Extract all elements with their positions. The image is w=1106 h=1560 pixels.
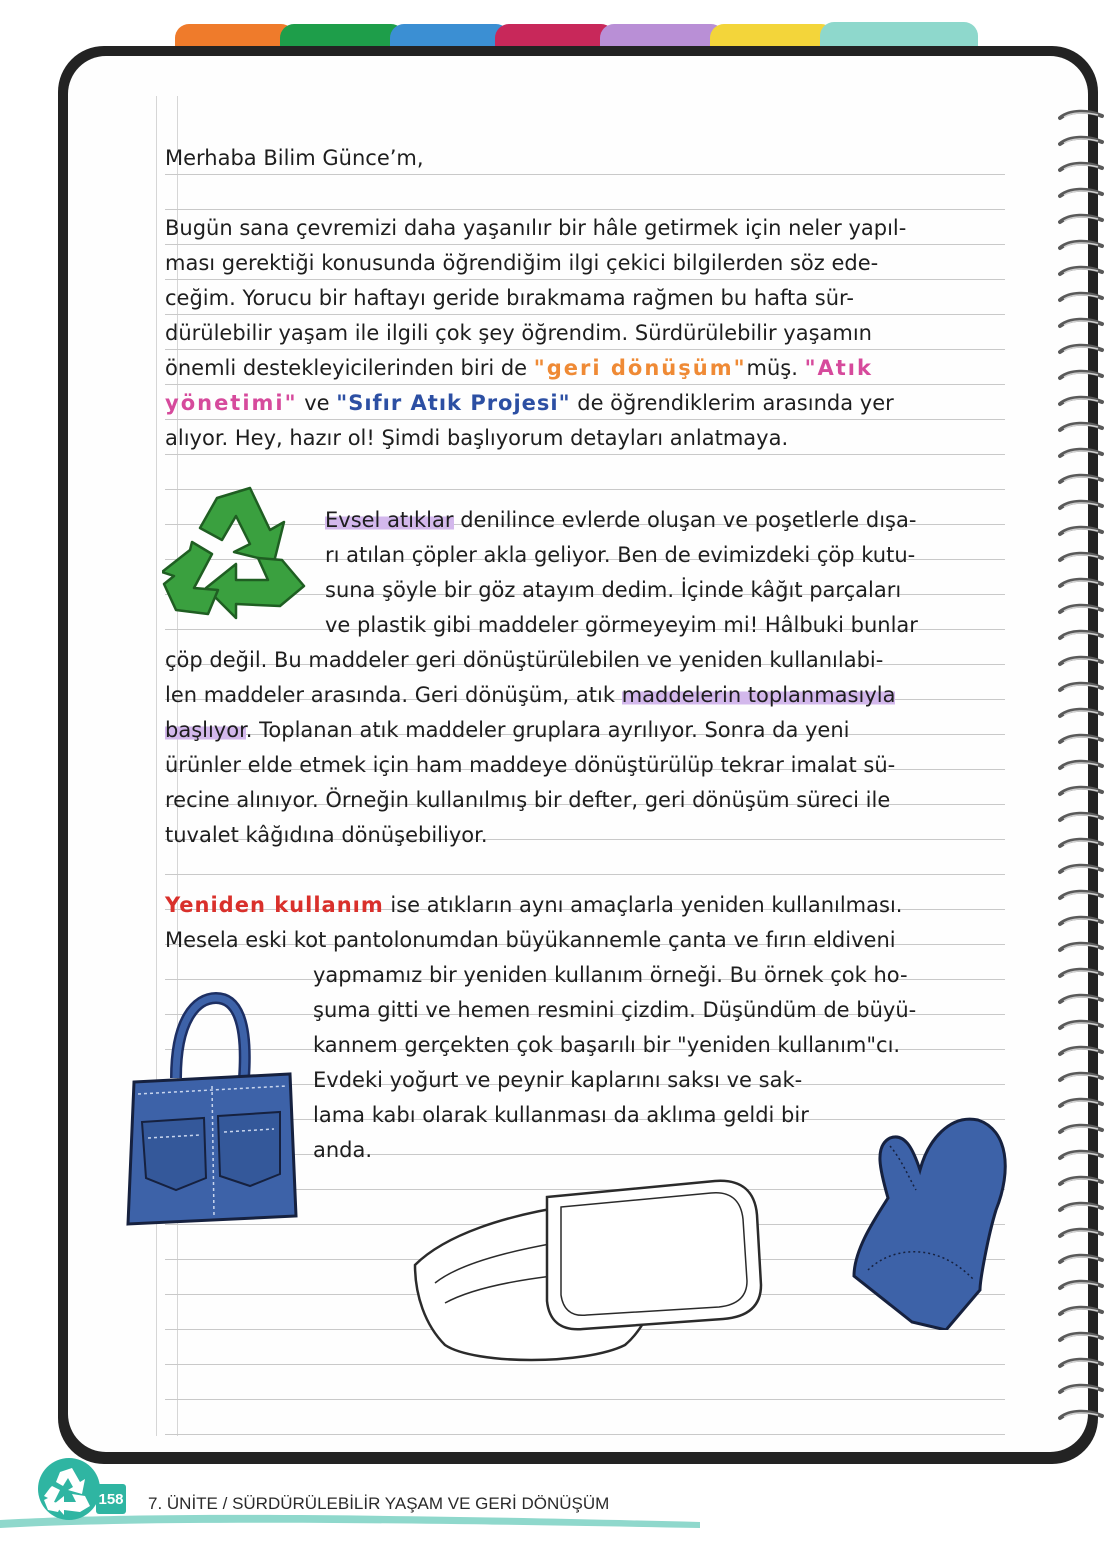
spiral-ring: [1058, 1018, 1104, 1034]
para2-line1-text: denilince evlerde oluşan ve poşetlerle dışa-: [453, 508, 917, 532]
oven-mitt-icon: [850, 1100, 1020, 1330]
para2-line4: ve plastik gibi maddeler görmeyeyim mi! Hâlbuki bunlar: [325, 613, 918, 637]
keyword-yeniden-kullanim: Yeniden kullanım: [165, 893, 384, 917]
para1-line6: [165, 391, 894, 415]
spiral-ring: [1058, 1408, 1104, 1424]
para1-line7: alıyor. Hey, hazır ol! Şimdi başlıyorum detayları anlatmaya.: [165, 426, 789, 450]
spiral-ring: [1058, 940, 1104, 956]
para1-line4: dürülebilir yaşam ile ilgili çok şey öğrendim. Sürdürülebilir yaşamın: [165, 321, 872, 345]
spiral-ring: [1058, 108, 1104, 124]
spiral-ring: [1058, 810, 1104, 826]
spiral-ring: [1058, 446, 1104, 462]
spiral-ring: [1058, 784, 1104, 800]
spiral-ring: [1058, 238, 1104, 254]
para1-line3: ceğim. Yorucu bir haftayı geride bırakmama rağmen bu hafta sür-: [165, 286, 854, 310]
para1-line5-suffix: müş.: [746, 356, 805, 380]
spiral-ring: [1058, 316, 1104, 332]
spiral-ring: [1058, 1226, 1104, 1242]
para2-line6: [165, 683, 895, 707]
spiral-ring: [1058, 1252, 1104, 1268]
greeting: Merhaba Bilim Günce’m,: [165, 146, 424, 170]
page-number-badge: 158: [96, 1484, 126, 1514]
spiral-ring: [1058, 1070, 1104, 1086]
denim-bag-icon: [118, 990, 303, 1230]
para2-line3: suna şöyle bir göz atayım dedim. İçinde kâğıt parçaları: [325, 578, 902, 602]
para2-line10: tuvalet kâğıdına dönüşebiliyor.: [165, 823, 488, 847]
para2-line1: [325, 508, 916, 532]
footer-recycle-icon: [36, 1456, 102, 1522]
ruled-line: [165, 209, 1005, 210]
spiral-ring: [1058, 1304, 1104, 1320]
spiral-ring: [1058, 290, 1104, 306]
para1-line1: Bugün sana çevremizi daha yaşanılır bir hâle getirmek için neler yapıl-: [165, 216, 907, 240]
spiral-ring: [1058, 212, 1104, 228]
spiral-ring: [1058, 1096, 1104, 1112]
spiral-ring: [1058, 472, 1104, 488]
spiral-ring: [1058, 368, 1104, 384]
para3-line1-text: ise atıkların aynı amaçlarla yeniden kullanılması.: [383, 893, 903, 917]
spiral-ring: [1058, 1200, 1104, 1216]
para3-line7: lama kabı olarak kullanması da aklıma geldi bir: [313, 1103, 809, 1127]
spiral-ring: [1058, 160, 1104, 176]
ruled-line: [165, 279, 1005, 280]
para2-line6-text: len maddeler arasında. Geri dönüşüm, atık: [165, 683, 622, 707]
spiral-ring: [1058, 602, 1104, 618]
keyword-yonetimi: yönetimi": [165, 391, 298, 415]
para2-line7: [165, 718, 849, 742]
spiral-ring: [1058, 992, 1104, 1008]
para3-line5: kannem gerçekten çok başarılı bir "yeniden kullanım"cı.: [313, 1033, 901, 1057]
spiral-ring: [1058, 862, 1104, 878]
spiral-ring: [1058, 550, 1104, 566]
highlight-basliyor: başlıyor: [165, 718, 246, 742]
para2-line9: recine alınıyor. Örneğin kullanılmış bir defter, geri dönüşüm süreci ile: [165, 788, 891, 812]
keyword-atik: "Atık: [804, 356, 873, 380]
para3-line4: şuma gitti ve hemen resmini çizdim. Düşündüm de büyü-: [313, 998, 917, 1022]
spiral-ring: [1058, 1382, 1104, 1398]
ruled-line: [165, 419, 1005, 420]
ruled-line: [165, 1399, 1005, 1400]
para1-line6-and: ve: [297, 391, 337, 415]
spiral-ring: [1058, 758, 1104, 774]
spiral-ring: [1058, 836, 1104, 852]
spiral-ring: [1058, 966, 1104, 982]
spiral-ring: [1058, 914, 1104, 930]
para3-line2: Mesela eski kot pantolonumdan büyükannemle çanta ve fırın eldiveni: [165, 928, 896, 952]
para3-line1: [165, 893, 902, 917]
spiral-ring: [1058, 264, 1104, 280]
ruled-line: [165, 454, 1005, 455]
spiral-ring: [1058, 498, 1104, 514]
spiral-ring: [1058, 1278, 1104, 1294]
ruled-line: [165, 349, 1005, 350]
unit-title: 7. ÜNİTE / SÜRDÜRÜLEBİLİR YAŞAM VE GERİ DÖNÜŞÜM: [148, 1494, 610, 1513]
para3-line3: yapmamız bir yeniden kullanım örneği. Bu örnek çok ho-: [313, 963, 908, 987]
spiral-ring: [1058, 576, 1104, 592]
para1-line5-text: önemli destekleyicilerinden biri de: [165, 356, 534, 380]
ruled-line: [165, 244, 1005, 245]
spiral-ring: [1058, 706, 1104, 722]
para3-line6: Evdeki yoğurt ve peynir kaplarını saksı ve sak-: [313, 1068, 803, 1092]
para2-line2: rı atılan çöpler akla geliyor. Ben de evimizdeki çöp kutu-: [325, 543, 916, 567]
spiral-ring: [1058, 134, 1104, 150]
para1-line2: ması gerektiği konusunda öğrendiğim ilgi çekici bilgilerden söz ede-: [165, 251, 879, 275]
para2-line8: ürünler elde etmek için ham maddeye dönüştürülüp tekrar imalat sü-: [165, 753, 896, 777]
spiral-ring: [1058, 1330, 1104, 1346]
spiral-ring: [1058, 1122, 1104, 1138]
spiral-ring: [1058, 732, 1104, 748]
keyword-sifir-atik: "Sıfır Atık Projesi": [336, 391, 571, 415]
para2-line7-text: . Toplanan atık maddeler gruplara ayrılıyor. Sonra da yeni: [245, 718, 850, 742]
keyword-geri-donusum: "geri dönüşüm": [533, 356, 747, 380]
para2-line5: çöp değil. Bu maddeler geri dönüştürülebilen ve yeniden kullanılabi-: [165, 648, 884, 672]
ruled-line: [165, 174, 1005, 175]
spiral-ring: [1058, 342, 1104, 358]
highlight-evsel-atiklar: Evsel atıklar: [325, 508, 454, 532]
spiral-ring: [1058, 888, 1104, 904]
spiral-ring: [1058, 628, 1104, 644]
spiral-ring: [1058, 654, 1104, 670]
spiral-ring: [1058, 394, 1104, 410]
plastic-container-icon: [405, 1175, 785, 1375]
ruled-line: [165, 1434, 1005, 1435]
para1-line6-suffix: de öğrendiklerim arasında yer: [570, 391, 894, 415]
spiral-ring: [1058, 1174, 1104, 1190]
spiral-ring: [1058, 186, 1104, 202]
recycle-icon: [162, 480, 312, 625]
spiral-ring: [1058, 420, 1104, 436]
spiral-ring: [1058, 1044, 1104, 1060]
spiral-ring: [1058, 1356, 1104, 1372]
para1-line5: [165, 356, 873, 380]
ruled-line: [165, 874, 1005, 875]
spiral-ring: [1058, 524, 1104, 540]
spiral-ring: [1058, 680, 1104, 696]
para3-line8: anda.: [313, 1138, 373, 1162]
highlight-toplanmasiyla: maddelerin toplanmasıyla: [621, 683, 896, 707]
spiral-ring: [1058, 1148, 1104, 1164]
ruled-line: [165, 384, 1005, 385]
ruled-line: [165, 314, 1005, 315]
